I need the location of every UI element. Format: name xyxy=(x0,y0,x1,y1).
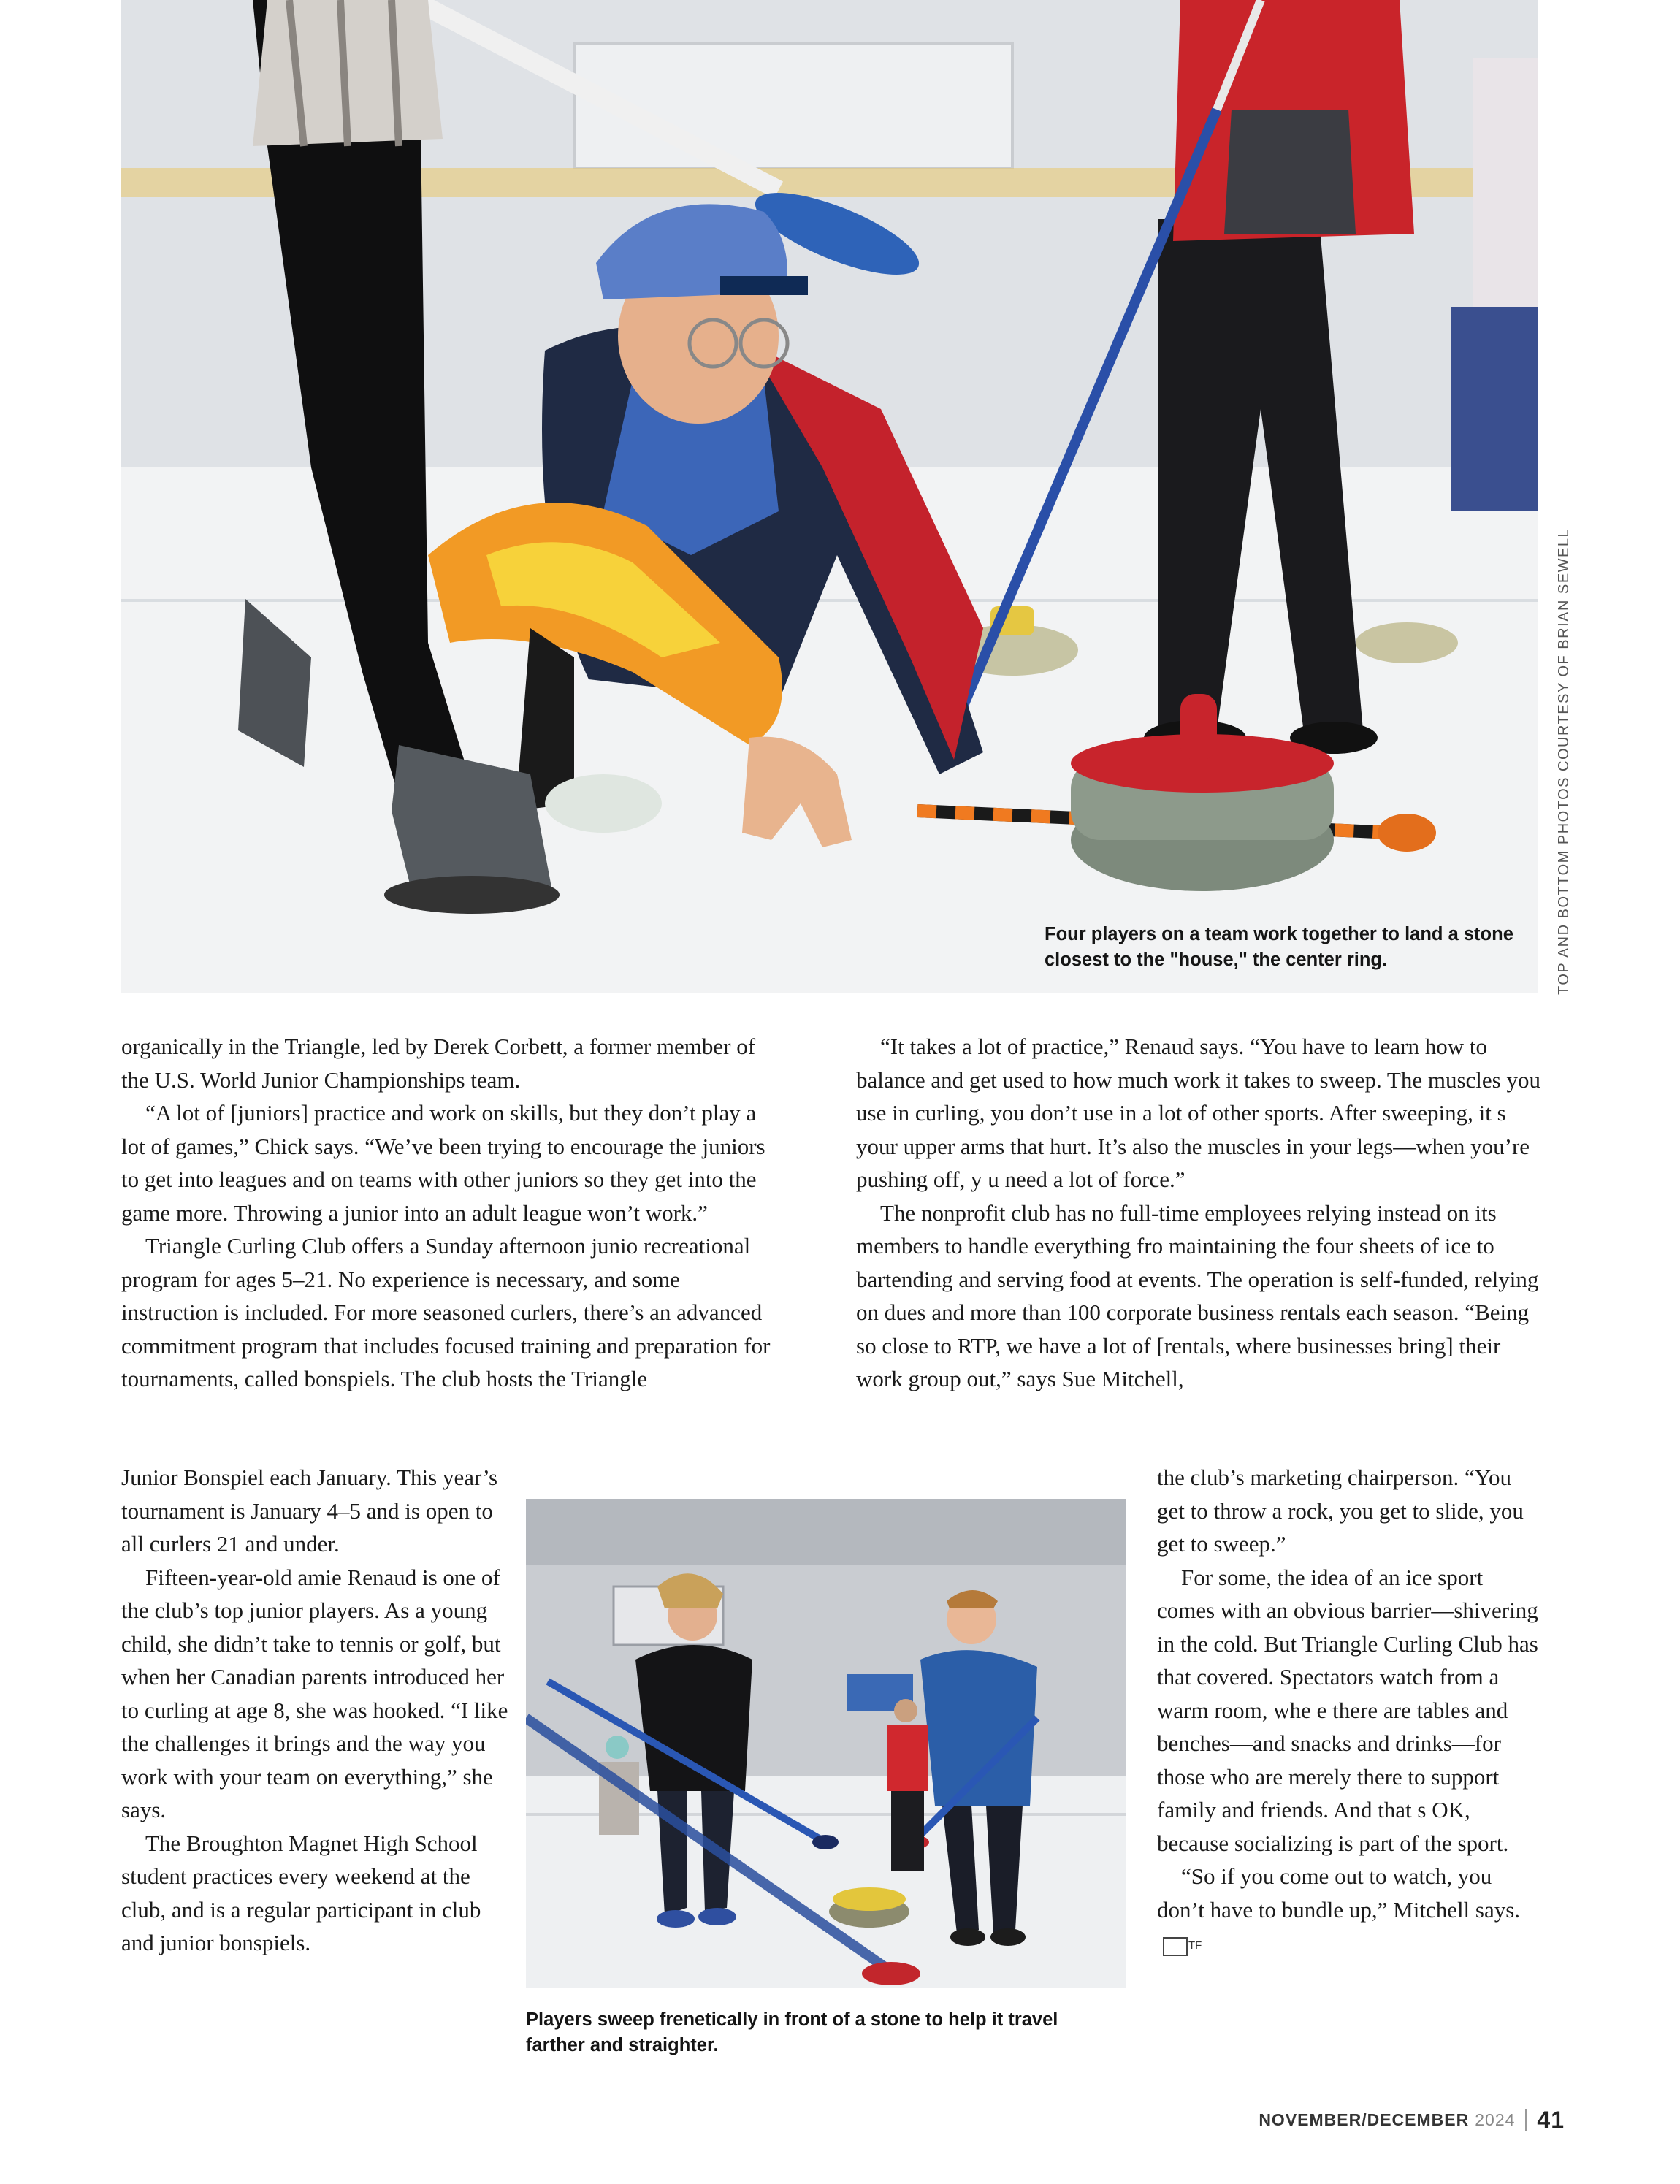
right-column-narrow xyxy=(1157,1461,1540,1960)
paragraph: The nonprofit club has no full-time employees relying instead on its members to handle everything fro maintaining the four sheets of ice to bartending and serving food at events. The operation is self-funded, relying on dues and more than 100 corporate business rentals each season. “Being so close to RTP, we have a lot of [rentals, where businesses bring] their work group out,” says Sue Mitchell, xyxy=(856,1199,1539,1391)
top-photo-curling-delivery xyxy=(121,0,1538,993)
paragraph: The Broughton Magnet High School student practices every weekend at the club, and is a regular participant in club and junior bonspiels. xyxy=(121,1830,481,1955)
right-column-top xyxy=(856,1030,1543,1396)
paragraph: “A lot of [juniors] practice and work on skills, but they don’t play a lot of games,” Chick says. “We’ve been trying to encourage the juniors to get into leagues and on teams with other juniors so they get into the game more. Throwing a junior into an adult league won’t work.” xyxy=(121,1100,765,1226)
paragraph: the club’s marketing chairperson. “You get to throw a rock, you get to slide, you get to sweep.” xyxy=(1157,1465,1524,1557)
sweepers-illustration xyxy=(526,1499,1126,1988)
end-mark-icon: TF xyxy=(1163,1937,1188,1956)
photo-credit: TOP AND BOTTOM PHOTOS COURTESY OF BRIAN SEWELL xyxy=(1556,527,1572,995)
paragraph: Junior Bonspiel each January. This year’s tournament is January 4–5 and is open to all curlers 21 and under. xyxy=(121,1465,498,1557)
paragraph-text: “So if you come out to watch, you don’t have to bundle up,” Mitchell says. xyxy=(1157,1863,1521,1923)
paragraph: For some, the idea of an ice sport comes with an obvious barrier—shivering in the cold. But Triangle Curling Club has that covered. Spectators watch from a warm room, whe e there are tables and benches—and snacks and drinks—for those who are merely there to support family and friends. And that s OK, because socializing is part of the sport. xyxy=(1157,1564,1538,1856)
issue-label: NOVEMBER/DECEMBER xyxy=(1259,2110,1470,2129)
paragraph xyxy=(1157,1860,1540,1960)
folio-divider xyxy=(1525,2109,1527,2131)
paragraph: Triangle Curling Club offers a Sunday afternoon junio recreational program for ages 5–21. No experience is necessary, and some instruction is included. For more seasoned curlers, there’s an advanced commitment program that includes focused training and preparation for tournaments, called bonspiels. The club hosts the Triangle xyxy=(121,1233,771,1391)
paragraph: Fifteen-year-old amie Renaud is one of the club’s top junior players. As a young child, she didn’t take to tennis or golf, but when her Canadian parents introduced her to curling at age 8, she was hooked. “I like the challenges it brings and the way you work with your team on everything,” she says. xyxy=(121,1564,508,1822)
left-column-top xyxy=(121,1030,779,1396)
top-photo-caption: Four players on a team work together to land a stone closest to the "house," the center ring. xyxy=(1045,924,1513,970)
inset-photo-caption: Players sweep frenetically in front of a stone to help it travel farther and straighter. xyxy=(526,2009,1058,2055)
page-folio xyxy=(1259,2107,1565,2134)
inset-photo-sweepers xyxy=(526,1499,1126,1988)
paragraph: organically in the Triangle, led by Derek Corbett, a former member of the U.S. World Junior Championships team. xyxy=(121,1034,756,1093)
paragraph: “It takes a lot of practice,” Renaud says. “You have to learn how to balance and get used to how much work it takes to sweep. The muscles you use in curling, you don’t use in a lot of other sports. After sweeping, it s your upper arms that hurt. It’s also the muscles in your legs—when you’re pushing off, y u need a lot of force.” xyxy=(856,1034,1540,1192)
issue-year: 2024 xyxy=(1475,2110,1516,2129)
page-number: 41 xyxy=(1537,2107,1565,2133)
left-column-narrow xyxy=(121,1461,516,1960)
curler-delivery-illustration xyxy=(121,0,1538,993)
